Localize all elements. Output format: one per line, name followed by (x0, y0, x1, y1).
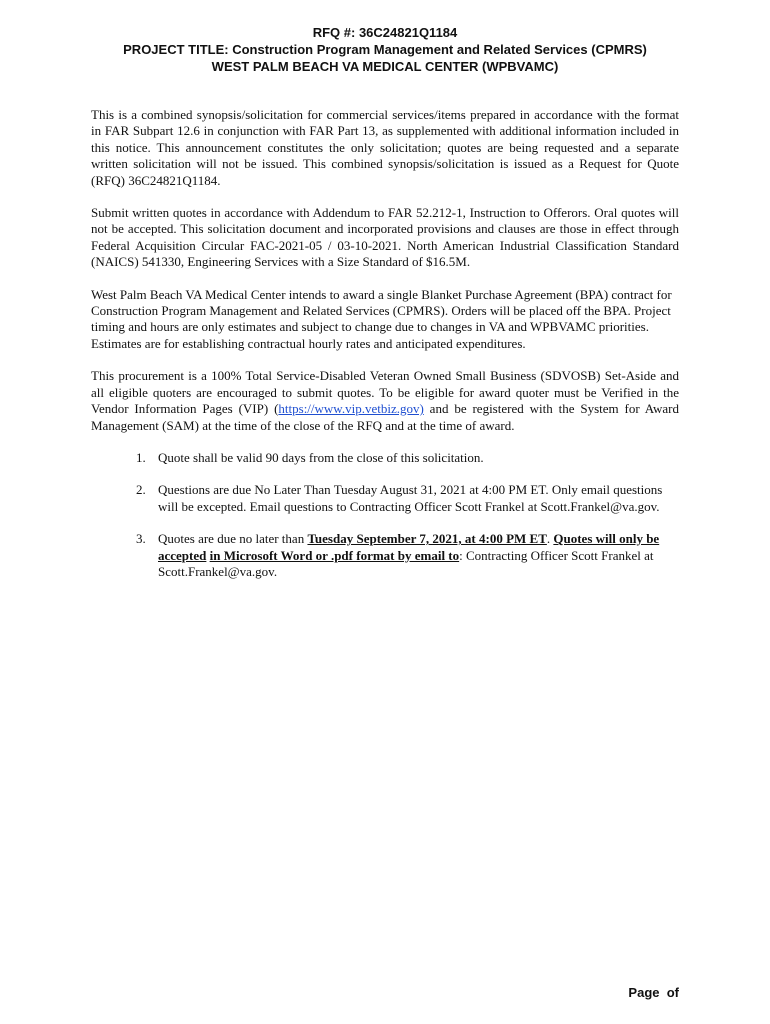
set-aside-paragraph (91, 368, 679, 434)
project-title-line: PROJECT TITLE: Construction Program Management and Related Services (CPMRS) (123, 42, 647, 57)
contracting-officer-text: : Contracting Officer Scott Frankel at Scott.Frankel@va.gov. (158, 547, 654, 579)
submission-paragraph: Submit written quotes in accordance with Addendum to FAR 52.212-1, Instruction to Offerors. Oral quotes will not be accepted. This solicitation document and incorporated provisions and clauses are those in effect through Federal Acquisition Circular FAC-2021-05 / 03-10-2021. North American Industrial Classification Standard (NAICS) 541330, Engineering Services with a Size Standard of $16.5M. (91, 205, 679, 270)
list-item-text (158, 531, 659, 579)
requirements-list (91, 450, 679, 580)
rfq-number-line: RFQ #: 36C24821Q1184 (312, 25, 458, 40)
set-aside-text-end: and be registered with the System for Award Management (SAM) at the time of the close of the RFQ and at the time of award. (91, 401, 679, 433)
facility-name-line: WEST PALM BEACH VA MEDICAL CENTER (WPBVAMC) (211, 59, 559, 74)
synopsis-paragraph: This is a combined synopsis/solicitation for commercial services/items prepared in accordance with the format in FAR Subpart 12.6 in conjunction with FAR Part 13, as supplemented with additional information included in this notice. This announcement constitutes the only solicitation; quotes are being requested and a separate written solicitation will not be issued. This combined synopsis/solicitation is issued as a Request for Quote (RFQ) 36C24821Q1184. (91, 107, 679, 188)
quote-format-notice: in Microsoft Word or .pdf format by email to (209, 547, 460, 563)
quote-acceptance-notice: Quotes will only be accepted (158, 531, 660, 563)
award-intent-paragraph: West Palm Beach VA Medical Center intends to award a single Blanket Purchase Agreement (BPA) contract for Construction Program Management and Related Services (CPMRS). Orders will be placed off the BPA. Project timing and hours are only estimates and subject to change due to changes in VA and WPBVAMC priorities. Estimates are for establishing contractual hourly rates and anticipated expenditures. (91, 286, 672, 351)
list-item (91, 482, 679, 515)
list-item (91, 450, 679, 466)
vetbiz-link[interactable]: https://www.vip.vetbiz.gov) (278, 401, 424, 417)
document-body (91, 107, 679, 596)
quote-due-date: Tuesday September 7, 2021, at 4:00 PM ET (307, 531, 547, 547)
list-item (91, 531, 679, 580)
list-item-text: Quote shall be valid 90 days from the close of this solicitation. (158, 449, 484, 465)
document-header (0, 24, 770, 75)
page-number-footer: Page of (628, 985, 679, 1000)
list-item-number: 3. (136, 531, 146, 547)
quote-due-separator: . (546, 531, 554, 547)
list-item-number: 2. (136, 482, 146, 498)
list-item-number: 1. (136, 449, 146, 465)
list-item-text: Questions are due No Later Than Tuesday August 31, 2021 at 4:00 PM ET. Only email questions will be excepted. Email questions to Contracting Officer Scott Frankel at Scott.Frankel@va.gov. (158, 482, 663, 514)
quote-due-text: Quotes are due no later than (158, 531, 308, 547)
set-aside-text-start: This procurement is a 100% Total Service-Disabled Veteran Owned Small Business (SDVOSB) Set-Aside and all eligible quoters are encouraged to submit quotes. To be eligible for award quoter must be Verified in the Vendor Information Pages (VIP) ( (91, 368, 679, 417)
